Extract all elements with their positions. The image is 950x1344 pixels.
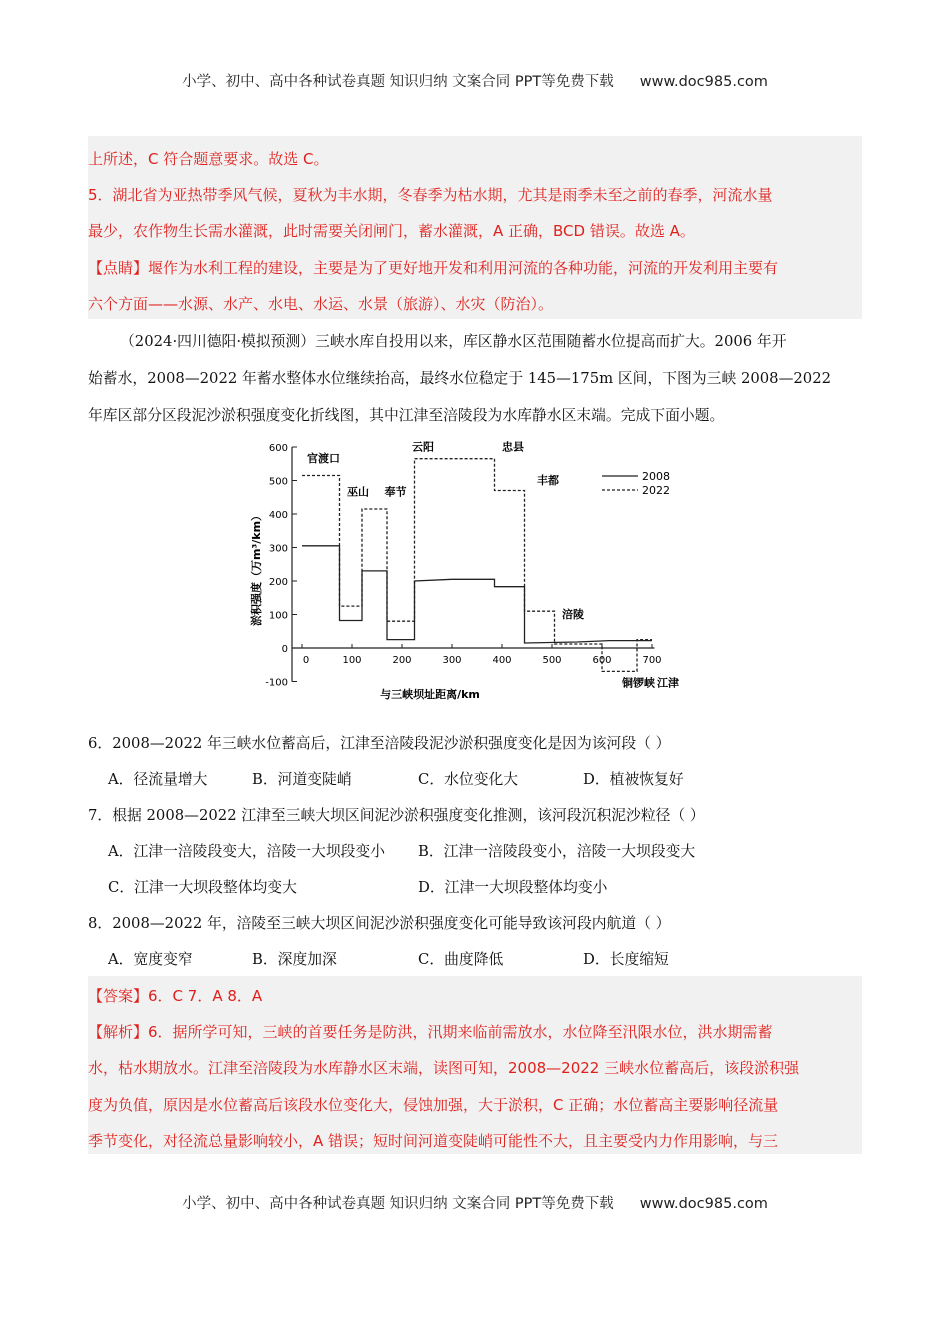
sediment-chart (240, 436, 720, 706)
answer-line-3: 水，枯水期放水。江津至涪陵段为水库静水区末端，读图可知，2008—2022 三峡水位蓄高后，该段淤积强 (88, 1059, 800, 1077)
q6-option-c[interactable]: C．水位变化大 (418, 771, 519, 788)
header-text: 小学、初中、高中各种试卷真题 知识归纳 文案合同 PPT等免费下载 (182, 74, 614, 90)
place-label: 江津 (657, 676, 679, 690)
q6-option-d[interactable]: D．植被恢复好 (583, 771, 684, 788)
top-answer-line-3: 最少，农作物生长需水灌溉，此时需要关闭闸门，蓄水灌溉，A 正确，BCD 错误。故选 A。 (88, 222, 695, 240)
x-tick-label: 700 (642, 655, 662, 666)
x-axis-label: 与三峡坝址距离/km (380, 688, 480, 701)
x-tick-label: 0 (302, 655, 310, 666)
q7-option-d[interactable]: D．江津一大坝段整体均变小 (418, 879, 608, 896)
y-axis-label: 淤积强度（万m³/km） (250, 509, 263, 627)
place-label: 官渡口 (307, 452, 340, 466)
x-tick-label: 100 (342, 655, 362, 666)
place-label: 铜锣峡 (622, 676, 655, 690)
y-tick-label: 100 (268, 610, 288, 622)
place-label: 奉节 (384, 485, 407, 499)
top-answer-line-4: 【点睛】堰作为水利工程的建设，主要是为了更好地开发和利用河流的各种功能，河流的开发利用主要有 (88, 259, 779, 277)
q8-option-c[interactable]: C．曲度降低 (418, 951, 504, 968)
x-tick-label: 500 (542, 655, 562, 666)
top-answer-line-5: 六个方面——水源、水产、水电、水运、水景（旅游）、水灾（防治）。 (88, 295, 554, 313)
place-label: 云阳 (412, 440, 434, 454)
answer-line-4: 度为负值，原因是水位蓄高后该段水位变化大，侵蚀加强，大于淤积，C 正确；水位蓄高主要影响径流量 (88, 1096, 779, 1114)
question-6: 6．2008—2022 年三峡水位蓄高后，江津至涪陵段泥沙淤积强度变化是因为该河段（ ） (88, 735, 671, 752)
answer-line-1: 【答案】6．C 7．A 8．A (88, 987, 263, 1005)
y-tick-label: -100 (265, 677, 288, 689)
y-tick-label: 200 (268, 577, 288, 588)
q6-option-a[interactable]: A．径流量增大 (108, 771, 208, 788)
legend-label-2022: 2022 (642, 484, 670, 497)
y-tick-label: 400 (268, 510, 288, 521)
page-header (0, 70, 950, 91)
place-label: 巫山 (347, 485, 369, 499)
top-answer-line-1: 上所述，C 符合题意要求。故选 C。 (88, 150, 329, 168)
x-tick-label: 600 (592, 655, 612, 666)
top-answer-line-2: 5．湖北省为亚热带季风气候，夏秋为丰水期，冬春季为枯水期，尤其是雨季未至之前的春季，河流水量 (88, 186, 773, 204)
y-tick-label: 0 (281, 644, 288, 655)
header-url[interactable]: www.doc985.com (639, 74, 768, 90)
x-tick-label: 400 (492, 655, 512, 666)
intro-line-1: （2024·四川德阳·模拟预测）三峡水库自投用以来，库区静水区范围随蓄水位提高而扩大。2006 年开 (120, 333, 787, 350)
q7-option-a[interactable]: A．江津一涪陵段变大，涪陵一大坝段变小 (108, 843, 386, 860)
place-label: 丰都 (537, 473, 559, 487)
intro-line-3: 年库区部分区段泥沙淤积强度变化折线图，其中江津至涪陵段为水库静水区末端。完成下面小题。 (88, 407, 725, 424)
answer-line-5: 季节变化，对径流总量影响较小，A 错误；短时间河道变陡峭可能性不大，且主要受内力作用影响，与三 (88, 1132, 779, 1150)
q6-option-b[interactable]: B．河道变陡峭 (252, 771, 352, 788)
x-tick-label: 300 (442, 655, 462, 666)
page-footer (0, 1192, 950, 1213)
footer-url[interactable]: www.doc985.com (639, 1196, 768, 1212)
place-label: 忠县 (502, 440, 524, 454)
q7-option-c[interactable]: C．江津一大坝段整体均变大 (108, 879, 297, 896)
y-tick-label: 500 (268, 476, 288, 488)
q7-option-b[interactable]: B．江津一涪陵段变小，涪陵一大坝段变大 (418, 843, 696, 860)
y-tick-label: 600 (268, 443, 288, 454)
question-7: 7．根据 2008—2022 江津至三峡大坝区间泥沙淤积强度变化推测，该河段沉积泥沙粒径（ ） (88, 807, 705, 824)
y-tick-label: 300 (268, 543, 288, 555)
series-line-2008 (302, 546, 652, 643)
q8-option-b[interactable]: B．深度加深 (252, 951, 337, 968)
q8-option-a[interactable]: A．宽度变窄 (108, 951, 193, 968)
legend-label-2008: 2008 (642, 470, 670, 483)
place-label: 涪陵 (562, 607, 584, 621)
intro-line-2: 始蓄水，2008—2022 年蓄水整体水位继续抬高，最终水位稳定于 145—175m 区间，下图为三峡 2008—2022 (88, 370, 832, 387)
x-tick-label: 200 (392, 655, 412, 666)
question-8: 8．2008—2022 年，涪陵至三峡大坝区间泥沙淤积强度变化可能导致该河段内航道（ ） (88, 915, 671, 932)
q8-option-d[interactable]: D．长度缩短 (583, 951, 669, 968)
answer-line-2: 【解析】6．据所学可知，三峡的首要任务是防洪，汛期来临前需放水，水位降至汛限水位，洪水期需蓄 (88, 1023, 773, 1041)
footer-text: 小学、初中、高中各种试卷真题 知识归纳 文案合同 PPT等免费下载 (182, 1196, 614, 1212)
